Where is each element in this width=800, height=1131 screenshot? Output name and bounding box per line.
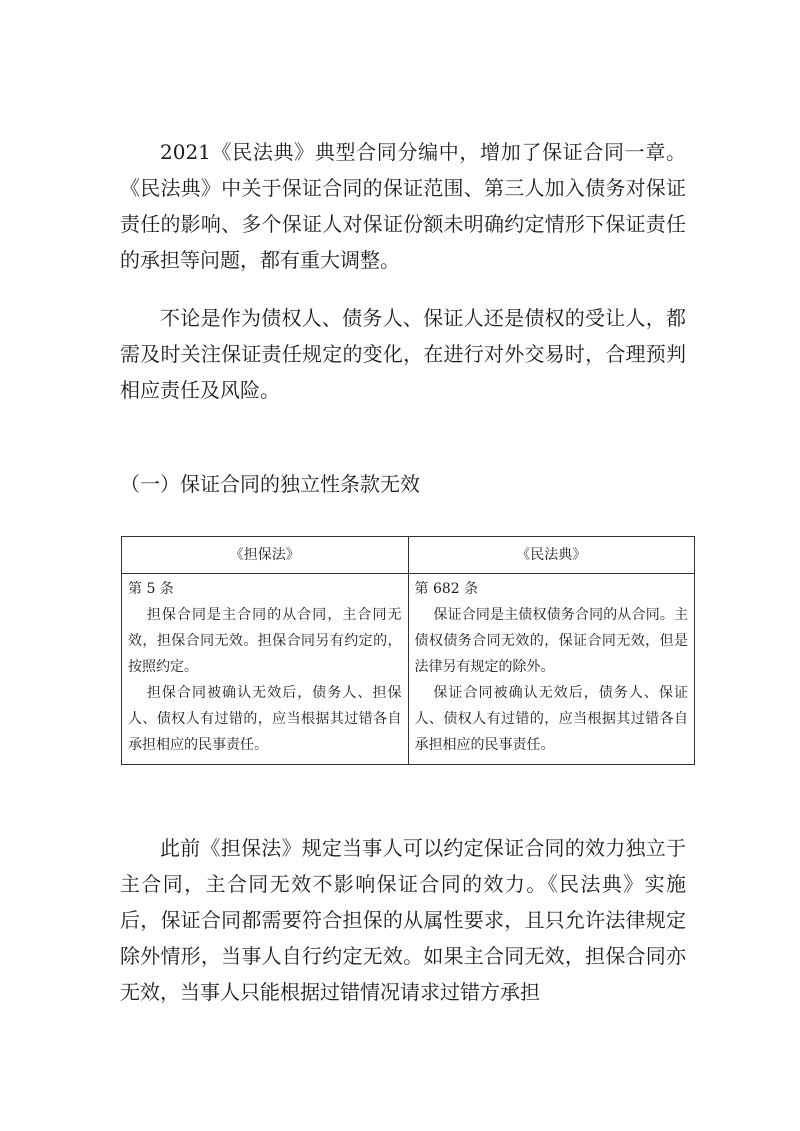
article-number-right: 第 682 条 bbox=[414, 581, 479, 597]
clause-right-1: 保证合同是主债权债务合同的从合同。主债权债务合同无效的，保证合同无效，但是法律另有规定的除外。 bbox=[414, 607, 688, 675]
advice-paragraph: 不论是作为债权人、债务人、保证人还是债权的受让人，都需及时关注保证责任规定的变化，在进行对外交易时，合理预判相应责任及风险。 bbox=[120, 306, 686, 402]
cell-guarantee-law bbox=[122, 574, 409, 765]
section-heading: （一）保证合同的独立性条款无效 bbox=[120, 472, 420, 496]
header-civil-code: 《民法典》 bbox=[408, 537, 695, 574]
clause-left-2: 担保合同被确认无效后，债务人、担保人、债权人有过错的，应当根据其过错各自承担相应的民事责任。 bbox=[128, 685, 402, 753]
table-header-row bbox=[122, 537, 695, 574]
clause-right-2: 保证合同被确认无效后，债务人、保证人、债权人有过错的，应当根据其过错各自承担相应的民事责任。 bbox=[414, 685, 688, 753]
table-row bbox=[122, 574, 695, 765]
cell-civil-code bbox=[408, 574, 695, 765]
clause-left-1: 担保合同是主合同的从合同，主合同无效，担保合同无效。担保合同另有约定的，按照约定。 bbox=[128, 607, 402, 675]
intro-paragraph: 2021《民法典》典型合同分编中，增加了保证合同一章。《民法典》中关于保证合同的保证范围、第三人加入债务对保证责任的影响、多个保证人对保证份额未明确约定情形下保证责任的承担等问题，都有重大调整。 bbox=[120, 140, 686, 272]
article-number-left: 第 5 条 bbox=[128, 581, 174, 597]
analysis-paragraph: 此前《担保法》规定当事人可以约定保证合同的效力独立于主合同，主合同无效不影响保证合同的效力。《民法典》实施后，保证合同都需要符合担保的从属性要求，且只允许法律规定除外情形，当事人自行约定无效。如果主合同无效，担保合同亦无效，当事人只能根据过错情况请求过错方承担 bbox=[120, 836, 686, 1004]
header-guarantee-law: 《担保法》 bbox=[122, 537, 409, 574]
comparison-table bbox=[121, 536, 695, 765]
